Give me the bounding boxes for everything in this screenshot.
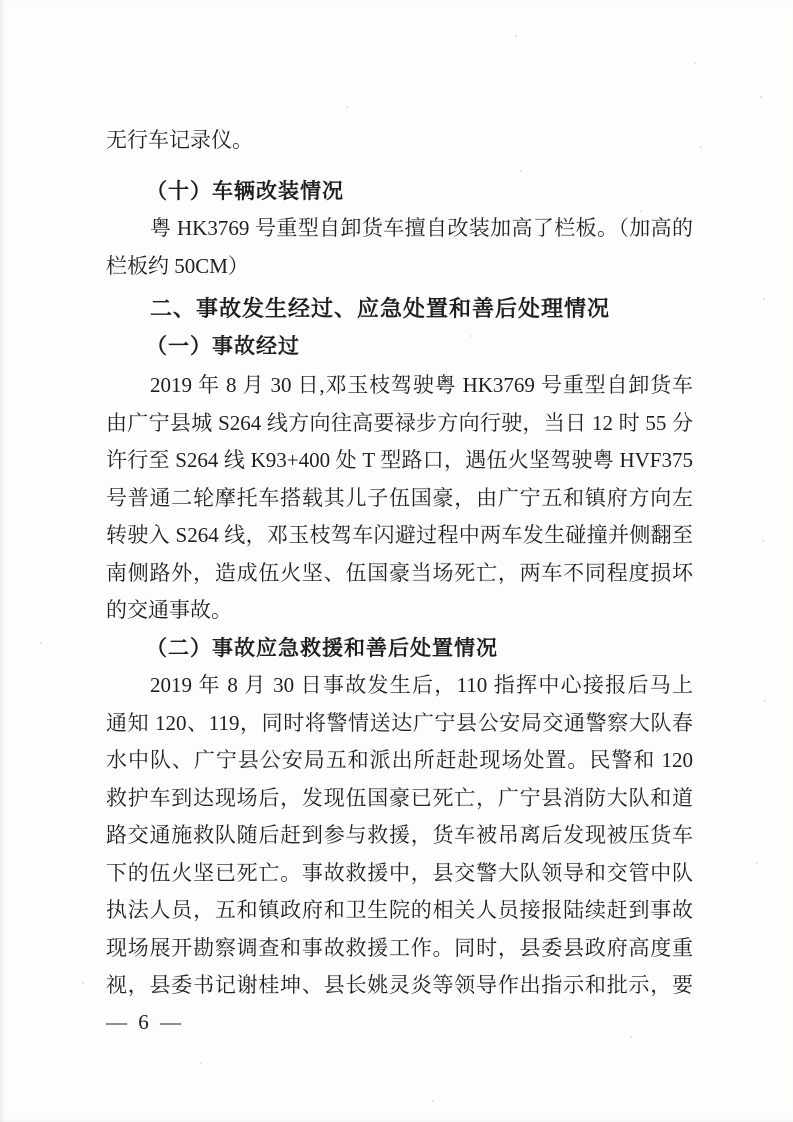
text-line-heading: （二）事故应急救援和善后处置情况	[146, 636, 498, 660]
text-line-section-title: 二、事故发生经过、应急处置和善后处理情况	[150, 296, 611, 321]
document-body	[106, 122, 693, 1005]
text-line-body: 号普通二轮摩托车搭载其儿子伍国豪，由广宁五和镇府方向左	[106, 485, 693, 510]
scan-noise-speckles	[0, 0, 2, 2]
text-line-body: 无行车记录仪。	[106, 128, 253, 152]
text-line-body: 通知 120、119，同时将警情送达广宁县公安局交通警察大队春	[106, 710, 693, 735]
text-line-body: 栏板约 50CM）	[106, 253, 249, 278]
text-line-body: 现场展开勘察调查和事故救援工作。同时，县委县政府高度重	[106, 935, 693, 960]
text-line-body: 许行至 S264 线 K93+400 处 T 型路口，遇伍火坚驾驶粤 HVF375	[106, 448, 693, 472]
text-line-body: 执法人员，五和镇政府和卫生院的相关人员接报陆续赶到事故	[106, 898, 693, 922]
text-line-body: 的交通事故。	[106, 598, 232, 622]
text-line-heading: （一）事故经过	[146, 334, 300, 358]
text-line-body: 南侧路外，造成伍火坚、伍国豪当场死亡，两车不同程度损坏	[106, 560, 693, 585]
page-number: — 6 —	[106, 1010, 184, 1034]
text-line-body: 救护车到达现场后，发现伍国豪已死亡，广宁县消防大队和道	[106, 785, 693, 810]
text-line-body-first: 粤 HK3769 号重型自卸货车擅自改装加高了栏板。（加高的	[150, 216, 693, 240]
text-line-heading: （十）车辆改装情况	[146, 179, 344, 203]
text-line-body-first: 2019 年 8 月 30 日,邓玉枝驾驶粤 HK3769 号重型自卸货车	[150, 373, 693, 397]
text-line-body: 下的伍火坚已死亡。事故救援中，县交警大队领导和交管中队	[106, 860, 693, 885]
text-line-body: 水中队、广宁县公安局五和派出所赶赴现场处置。民警和 120	[106, 748, 693, 772]
text-line-body-first: 2019 年 8 月 30 日事故发生后，110 指挥中心接报后马上	[150, 673, 693, 697]
text-line-body: 视，县委书记谢桂坤、县长姚灵炎等领导作出指示和批示，要	[106, 973, 693, 997]
text-line-body: 路交通施救队随后赶到参与救援，货车被吊离后发现被压货车	[106, 823, 693, 847]
text-line-body: 由广宁县城 S264 线方向往高要禄步方向行驶，当日 12 时 55 分	[106, 410, 693, 435]
text-line-body: 转驶入 S264 线，邓玉枝驾车闪避过程中两车发生碰撞并侧翻至	[106, 523, 693, 547]
